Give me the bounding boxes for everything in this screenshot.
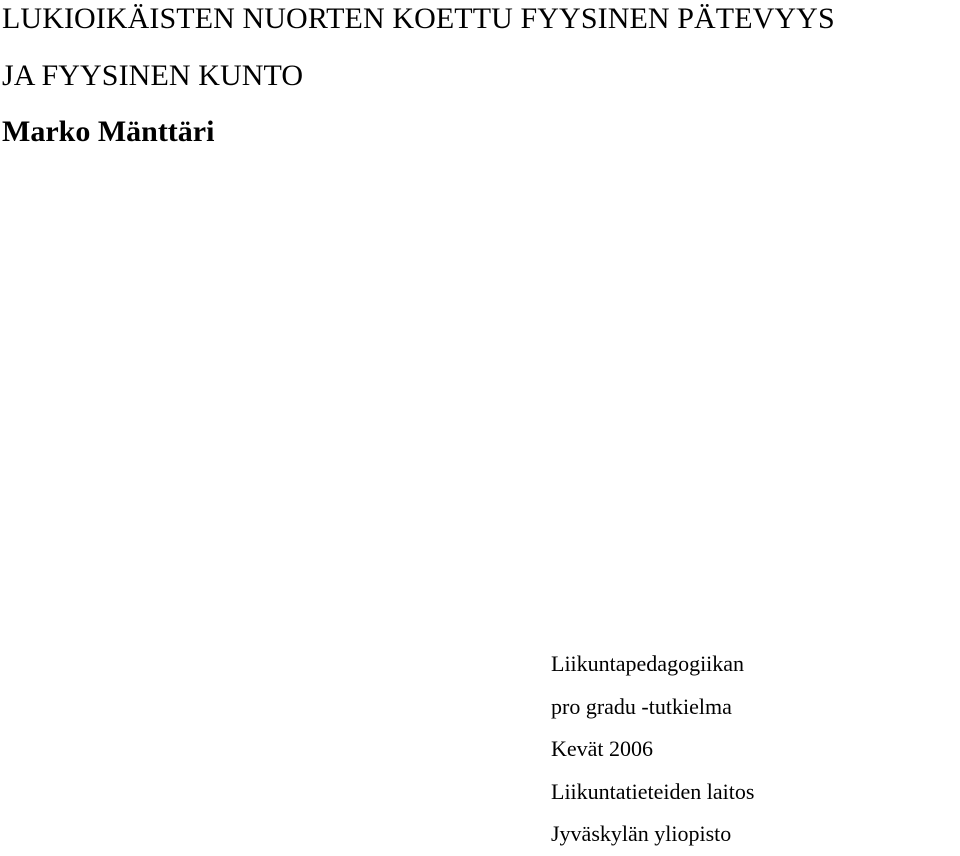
author-name: Marko Mänttäri [2, 115, 215, 148]
thesis-title-line-1: LUKIOIKÄISTEN NUORTEN KOETTU FYYSINEN PÄTEVYYS [2, 2, 835, 35]
university-line: Jyväskylän yliopisto [551, 821, 732, 846]
semester-line: Kevät 2006 [551, 736, 654, 761]
department-subject-line: Liikuntapedagogiikan [551, 651, 745, 676]
faculty-line: Liikuntatieteiden laitos [551, 778, 755, 804]
thesis-info-block [551, 643, 754, 856]
thesis-title-line-2: JA FYYSINEN KUNTO [2, 59, 304, 92]
thesis-type-line: pro gradu -tutkielma [551, 693, 732, 719]
